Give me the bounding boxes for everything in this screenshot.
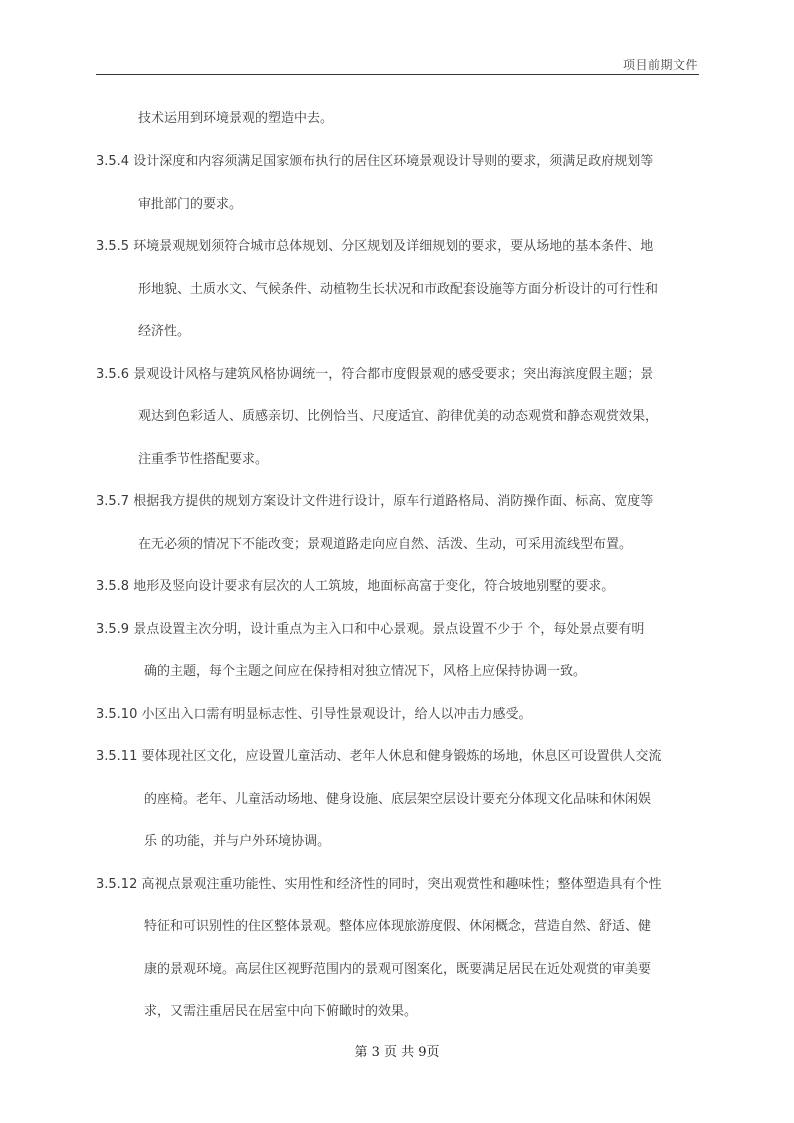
text-line: 3.5.10 小区出入口需有明显标志性、引导性景观设计，给人以冲击力感受。: [96, 707, 532, 722]
text-line: 3.5.4 设计深度和内容须满足国家颁布执行的居住区环境景观设计导则的要求，须满足政府规划等: [96, 154, 654, 169]
text-line: 3.5.12 高视点景观注重功能性、实用性和经济性的同时，突出观赏性和趣味性；整体塑造具有个性: [96, 877, 662, 892]
text-line: 3.5.7 根据我方提供的规划方案设计文件进行设计，原车行道路格局、消防操作面、标高、宽度等: [96, 494, 654, 509]
text-line: 乐 的功能，并与户外环境协调。: [144, 834, 331, 849]
text-line: 在无必须的情况下不能改变；景观道路走向应自然、活泼、生动，可采用流线型布置。: [138, 537, 633, 552]
text-line: 3.5.8 地形及竖向设计要求有层次的人工筑坡，地面标高富于变化，符合坡地别墅的要求。: [96, 579, 615, 594]
text-line: 特征和可识别性的住区整体景观。整体应体现旅游度假、休闲概念，营造自然、舒适、健: [144, 919, 652, 934]
text-line: 3.5.9 景点设置主次分明，设计重点为主入口和中心景观。景点设置不少于 个，每处景点要有明: [96, 622, 645, 637]
header-divider: [96, 74, 699, 75]
page-number: 第 3 页 共 9页: [354, 1045, 440, 1060]
header-title: 项目前期文件: [622, 58, 698, 72]
text-line: 3.5.5 环境景观规划须符合城市总体规划、分区规划及详细规划的要求，要从场地的基本条件、地: [96, 239, 654, 254]
text-line: 审批部门的要求。: [138, 197, 243, 212]
text-line: 确的主题，每个主题之间应在保持相对独立情况下，风格上应保持协调一致。: [144, 664, 587, 679]
text-line: 技术运用到环境景观的塑造中去。: [138, 111, 334, 126]
text-line: 的座椅。老年、儿童活动场地、健身设施、底层架空层设计要充分体现文化品味和休闲娱: [144, 792, 652, 807]
text-line: 康的景观环境。高层住区视野范围内的景观可图案化，既要满足居民在近处观赏的审美要: [144, 962, 652, 977]
text-line: 经济性。: [138, 324, 191, 339]
text-line: 3.5.6 景观设计风格与建筑风格协调统一，符合都市度假景观的感受要求；突出海滨度假主题；景: [96, 367, 654, 382]
text-line: 观达到色彩适人、质感亲切、比例恰当、尺度适宜、韵律优美的动态观赏和静态观赏效果，: [138, 409, 659, 424]
text-line: 形地貌、土质水文、气候条件、动植物生长状况和市政配套设施等方面分析设计的可行性和: [138, 282, 659, 297]
text-line: 3.5.11 要体现社区文化，应设置儿童活动、老年人休息和健身锻炼的场地，休息区可设置供人交流: [96, 749, 662, 764]
text-line: 求，又需注重居民在居室中向下俯瞰时的效果。: [144, 1004, 418, 1019]
text-line: 注重季节性搭配要求。: [138, 452, 269, 467]
